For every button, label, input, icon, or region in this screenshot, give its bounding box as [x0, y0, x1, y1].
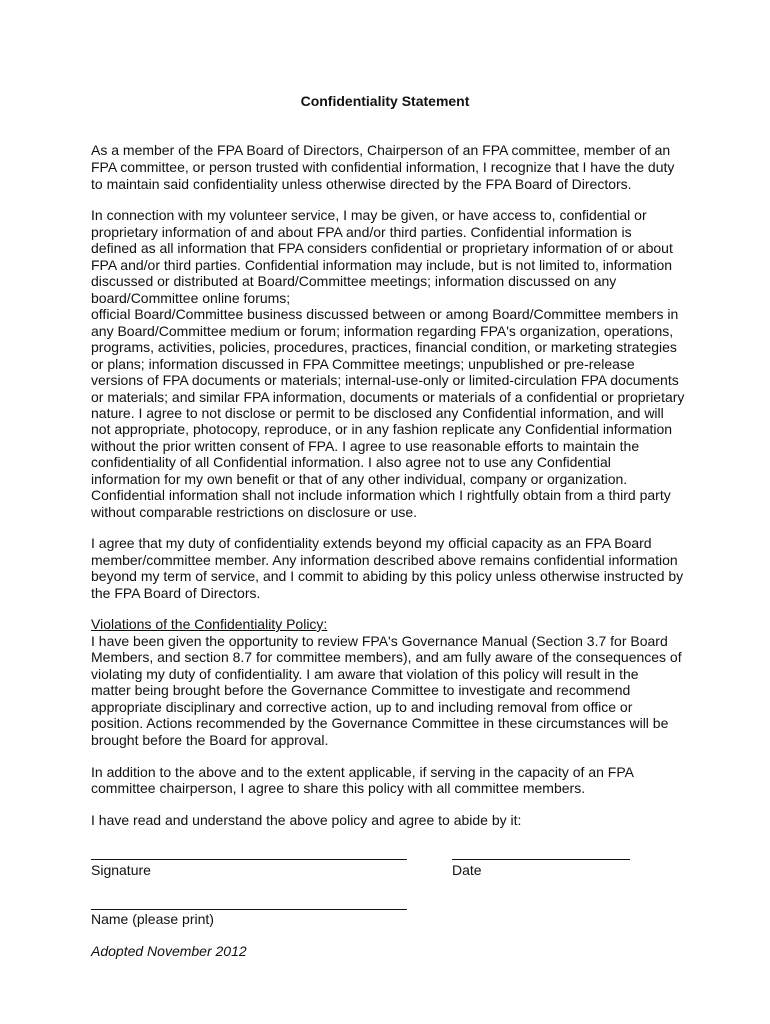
name-label: Name (please print)	[91, 911, 214, 927]
paragraph-2-line: discussed or distributed at Board/Committee meetings; information discussed on any	[91, 273, 617, 289]
name-line[interactable]	[91, 909, 407, 910]
paragraph-2-line: programs, activities, policies, procedures, practices, financial condition, or marketing strategies	[91, 339, 677, 355]
paragraph-1-line: FPA committee, or person trusted with confidential information, I recognize that I have the duty	[91, 159, 675, 175]
paragraph-2-line: or plans; information discussed in FPA Committee meetings; unpublished or pre-release	[91, 356, 635, 372]
acknowledgement-text: I have read and understand the above policy and agree to abide by it:	[91, 812, 522, 828]
paragraph-4-line: appropriate disciplinary and corrective action, up to and including removal from office or	[91, 699, 633, 715]
paragraph-2-line: or materials; and similar FPA information, documents or materials of a confidential or proprietary	[91, 389, 685, 405]
paragraph-2-line: information for my own benefit or that of any other individual, company or organization.	[91, 471, 628, 487]
paragraph-2-line: Confidential information shall not include information which I rightfully obtain from a third party	[91, 487, 671, 503]
paragraph-4-line: matter being brought before the Governance Committee to investigate and recommend	[91, 682, 631, 698]
paragraph-1-line: As a member of the FPA Board of Directors, Chairperson of an FPA committee, member of an	[91, 142, 671, 158]
paragraph-2-line: official Board/Committee business discussed between or among Board/Committee members in	[91, 306, 679, 322]
date-line[interactable]	[452, 859, 630, 860]
violations-heading: Violations of the Confidentiality Policy:	[91, 616, 328, 632]
paragraph-2-line: FPA and/or third parties. Confidential information may include, but is not limited to, information	[91, 257, 673, 273]
paragraph-2-line: without the prior written consent of FPA. I agree to use reasonable efforts to maintain the	[91, 438, 640, 454]
paragraph-3-line: member/committee member. Any information described above remains confidential information	[91, 552, 678, 568]
signature-label: Signature	[91, 862, 151, 878]
signature-line[interactable]	[91, 859, 407, 860]
paragraph-2-line: without comparable restrictions on disclosure or use.	[91, 504, 418, 520]
paragraph-2-line: confidentiality of all Confidential information. I also agree not to use any Confidential	[91, 454, 611, 470]
paragraph-2-line: In connection with my volunteer service, I may be given, or have access to, confidential or	[91, 207, 647, 223]
paragraph-2-line: proprietary information of and about FPA and/or third parties. Confidential information is	[91, 224, 632, 240]
paragraph-2-line: defined as all information that FPA considers confidential or proprietary information of or about	[91, 240, 673, 256]
paragraph-4-line: I have been given the opportunity to review FPA's Governance Manual (Section 3.7 for Board	[91, 633, 668, 649]
paragraph-2-line: not appropriate, photocopy, reproduce, or in any fashion replicate any Confidential information	[91, 421, 673, 437]
paragraph-4-line: violating my duty of confidentiality. I am aware that violation of this policy will result in the	[91, 666, 639, 682]
paragraph-1-line: to maintain said confidentiality unless otherwise directed by the FPA Board of Directors.	[91, 176, 632, 192]
paragraph-3-line: beyond my term of service, and I commit to abiding by this policy unless otherwise instructed by	[91, 568, 684, 584]
document-title: Confidentiality Statement	[300, 93, 470, 109]
paragraph-2-line: any Board/Committee medium or forum; information regarding FPA's organization, operations,	[91, 323, 674, 339]
paragraph-2-line: nature. I agree to not disclose or permit to be disclosed any Confidential information, and will	[91, 405, 664, 421]
paragraph-2-line: versions of FPA documents or materials; internal-use-only or limited-circulation FPA documents	[91, 372, 679, 388]
paragraph-4-line: position. Actions recommended by the Governance Committee in these circumstances will be	[91, 715, 669, 731]
date-label: Date	[452, 862, 482, 878]
paragraph-5-line: committee chairperson, I agree to share this policy with all committee members.	[91, 780, 586, 796]
paragraph-3-line: I agree that my duty of confidentiality extends beyond my official capacity as an FPA Board	[91, 535, 652, 551]
paragraph-4-line: brought before the Board for approval.	[91, 732, 329, 748]
paragraph-3-line: the FPA Board of Directors.	[91, 585, 261, 601]
adopted-date: Adopted November 2012	[91, 943, 247, 959]
paragraph-2-line: board/Committee online forums;	[91, 290, 291, 306]
paragraph-5-line: In addition to the above and to the extent applicable, if serving in the capacity of an FPA	[91, 764, 634, 780]
paragraph-4-line: Members, and section 8.7 for committee members), and am fully aware of the consequences of	[91, 649, 682, 665]
